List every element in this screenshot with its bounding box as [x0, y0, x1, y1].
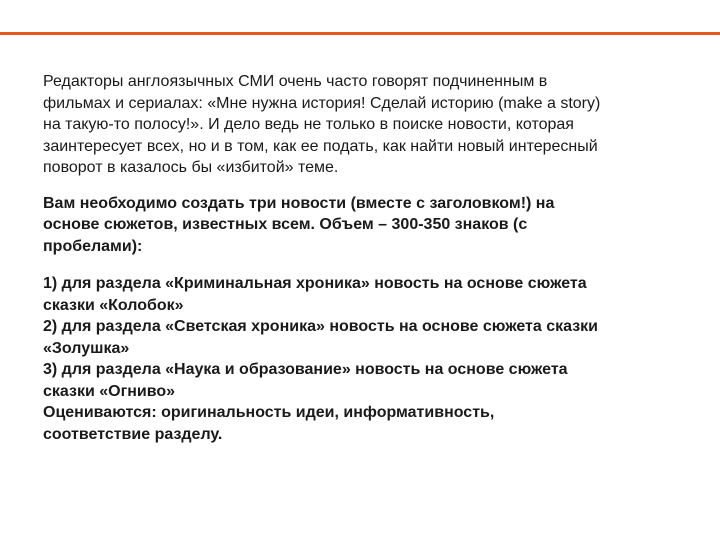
assignment-list: 1) для раздела «Криминальная хроника» новость на основе сюжета сказки «Колобок» 2) для раздела «Светская хроника» новость на основе сюжета сказки «Золушка» 3) для раздела «Наука и образование» новость на основе сюжета сказки «Огниво» Оцениваются: оригинальность идеи, информативность, соответствие разделу.: [43, 275, 598, 443]
intro-paragraph: Редакторы англоязычных СМИ очень часто говорят подчиненным в фильмах и сериалах: «Мне нужна история! Сделай историю (make a story) на такую-то полосу!». И дело ведь не только в поиске новости, которая заинтересует всех, но и в том, как ее подать, как найти новый интересный поворот в казалось бы «избитой» теме.: [43, 73, 601, 176]
task-paragraph: Вам необходимо создать три новости (вместе с заголовком!) на основе сюжетов, известных всем. Объем – 300-350 знаков (с пробелами):: [43, 194, 555, 255]
top-accent-line: [0, 32, 720, 35]
slide-body: [43, 71, 693, 445]
